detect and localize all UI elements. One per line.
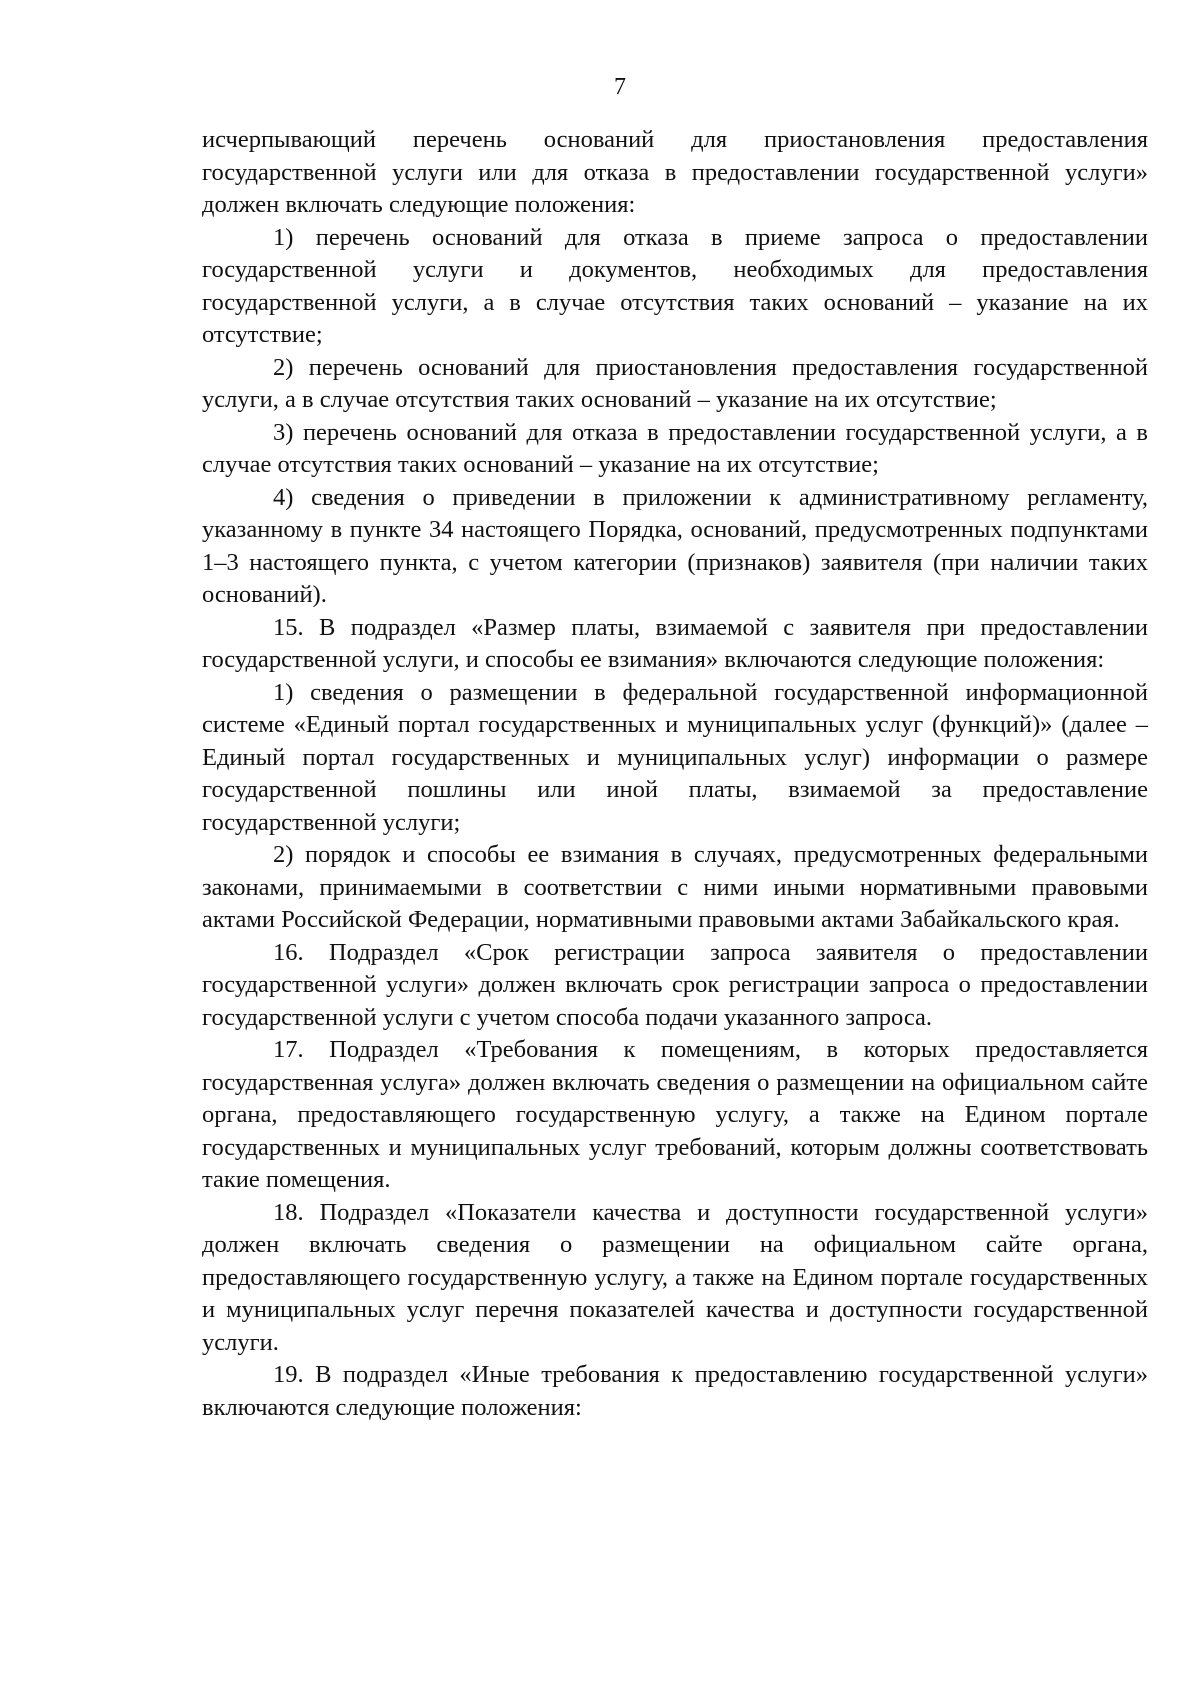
- paragraph-section-15-item-2: 2) порядок и способы ее взимания в случаях, предусмотренных федеральными законами, принимаемыми в соответствии с ними иными нормативными правовыми актами Российской Федерации, нормативными правовыми актами Забайкальского края.: [202, 841, 1148, 933]
- paragraph-section-16: 16. Подраздел «Срок регистрации запроса заявителя о предоставлении государственной услуги» должен включать срок регистрации запроса о предоставлении государственной услуги с учетом способа подачи указанного запроса.: [202, 938, 1148, 1031]
- paragraph-section-19: 19. В подраздел «Иные требования к предоставлению государственной услуги» включаются следующие положения:: [202, 1361, 1148, 1421]
- paragraph-item-4: 4) сведения о приведении в приложении к административному регламенту, указанному в пункте 34 настоящего Порядка, оснований, предусмотренных подпунктами 1–3 настоящего пункта, с учетом категории (признаков) заявителя (при наличии таких оснований).: [202, 483, 1148, 608]
- paragraph-item-3: 3) перечень оснований для отказа в предоставлении государственной услуги, а в случае отсутствия таких оснований – указание на их отсутствие;: [202, 418, 1148, 478]
- paragraph-section-17: 17. Подраздел «Требования к помещениям, в которых предоставляется государственная услуга» должен включать сведения о размещении на официальном сайте органа, предоставляющего государственную услугу, а также на Едином портале государственных и муниципальных услуг требований, которым должны соответствовать такие помещения.: [202, 1036, 1148, 1193]
- paragraph-item-1: 1) перечень оснований для отказа в приеме запроса о предоставлении государственной услуги и документов, необходимых для предоставления государственной услуги, а в случае отсутствия таких оснований – указание на их отсутствие;: [202, 223, 1148, 348]
- page-number: 7: [614, 74, 626, 100]
- paragraph-section-18: 18. Подраздел «Показатели качества и доступности государственной услуги» должен включать сведения о размещении на официальном сайте органа, предоставляющего государственную услугу, а также на Едином портале государственных и муниципальных услуг перечня показателей качества и доступности государственной услуги.: [202, 1198, 1148, 1356]
- document-body: [202, 124, 1148, 1424]
- paragraph-section-15: 15. В подраздел «Размер платы, взимаемой с заявителя при предоставлении государственной услуги, и способы ее взимания» включаются следующие положения:: [202, 613, 1148, 673]
- paragraph-continuation: исчерпывающий перечень оснований для приостановления предоставления государственной услуги или для отказа в предоставлении государственной услуги» должен включать следующие положения:: [202, 126, 1148, 218]
- paragraph-item-2: 2) перечень оснований для приостановления предоставления государственной услуги, а в случае отсутствия таких оснований – указание на их отсутствие;: [202, 353, 1148, 413]
- paragraph-section-15-item-1: 1) сведения о размещении в федеральной государственной информационной системе «Единый портал государственных и муниципальных услуг (функций)» (далее – Единый портал государственных и муниципальных услуг) информации о размере государственной пошлины или иной платы, взимаемой за предоставление государственной услуги;: [202, 678, 1148, 836]
